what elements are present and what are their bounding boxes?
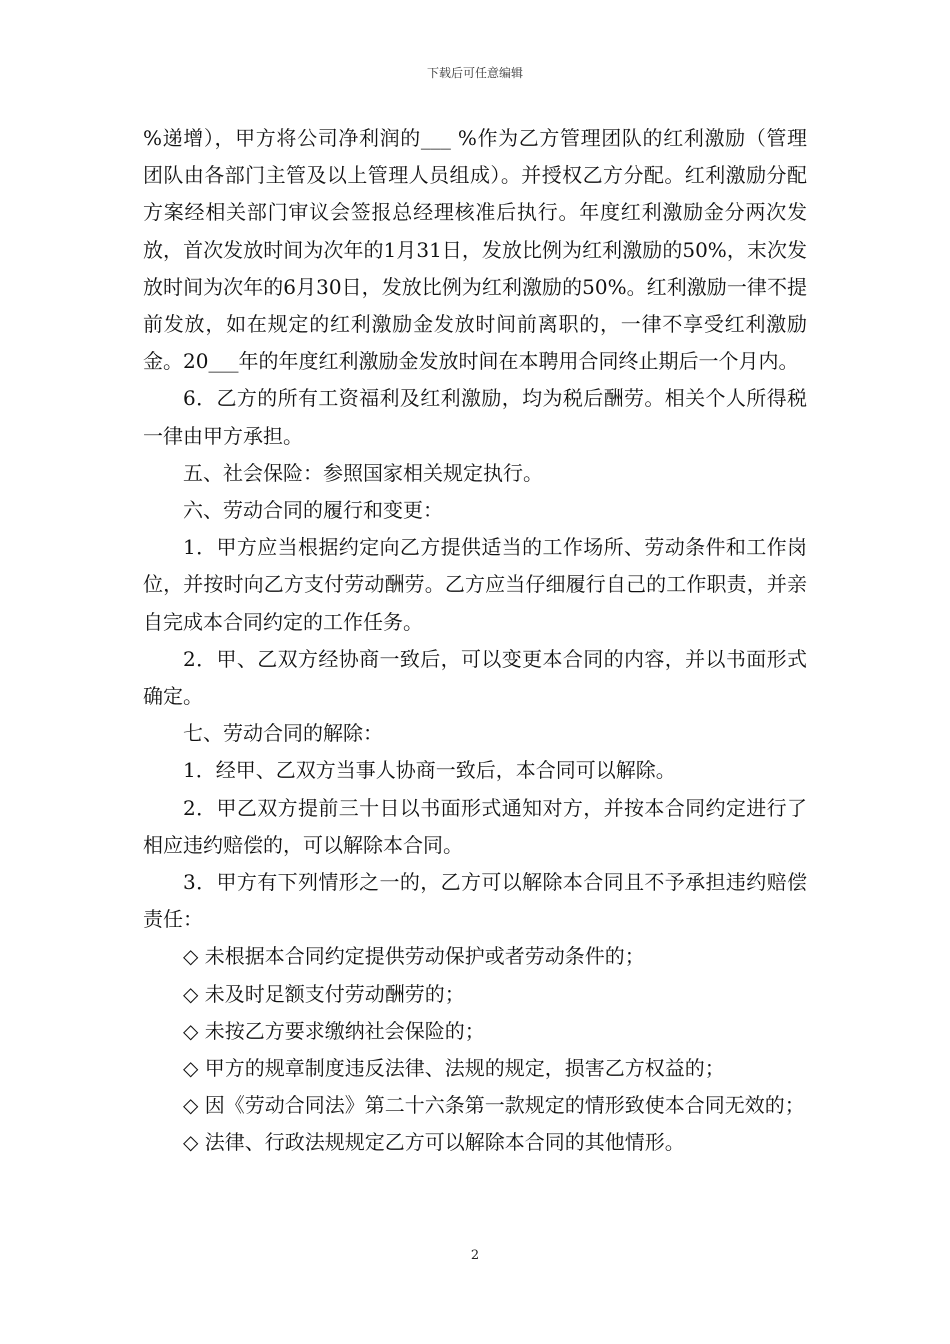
paragraph: 3．甲方有下列情形之一的，乙方可以解除本合同且不予承担违约赔偿责任：	[143, 870, 807, 932]
list-item: ◇ 因《劳动合同法》第二十六条第一款规定的情形致使本合同无效的；	[183, 1093, 805, 1118]
section-heading: 六、劳动合同的履行和变更：	[183, 498, 443, 523]
paragraph: 2．甲乙双方提前三十日以书面形式通知对方，并按本合同约定进行了相应违约赔偿的，可以解除本合同。	[143, 795, 807, 857]
section-heading: 五、社会保险：参照国家相关规定执行。	[183, 460, 543, 485]
list-item: ◇ 未按乙方要求缴纳社会保险的；	[183, 1018, 485, 1043]
list-item: ◇ 法律、行政法规规定乙方可以解除本合同的其他情形。	[183, 1130, 685, 1155]
paragraph: 2．甲、乙双方经协商一致后，可以变更本合同的内容，并以书面形式确定。	[143, 646, 807, 709]
paragraph: 6．乙方的所有工资福利及红利激励，均为税后酬劳。相关个人所得税一律由甲方承担。	[143, 386, 807, 448]
paragraph: 1．经甲、乙双方当事人协商一致后，本合同可以解除。	[183, 758, 676, 783]
document-body	[143, 120, 807, 1162]
section-heading: 七、劳动合同的解除：	[183, 721, 383, 746]
paragraph: 1．甲方应当根据约定向乙方提供适当的工作场所、劳动条件和工作岗位，并按时向乙方支付劳动酬劳。乙方应当仔细履行自己的工作职责，并亲自完成本合同约定的工作任务。	[143, 535, 807, 634]
paragraph: %递增），甲方将公司净利润的___ %作为乙方管理团队的红利激励（管理团队由各部门主管及以上管理人员组成）。并授权乙方分配。红利激励分配方案经相关部门审议会签报总经理核准后执行。年度红利激励金分两次发放，首次发放时间为次年的1月31日，发放比例为红利激励的50%，末次发放时间为次年的6月30日，发放比例为红利激励的50%。红利激励一律不提前发放，如在规定的红利激励金发放时间前离职的，一律不享受红利激励金。20___年的年度红利激励金发放时间在本聘用合同终止期后一个月内。	[143, 126, 807, 374]
page-header: 下载后可任意编辑	[426, 66, 523, 80]
list-item: ◇ 未及时足额支付劳动酬劳的；	[183, 981, 465, 1006]
page-number: 2	[470, 1248, 480, 1263]
list-item: ◇ 未根据本合同约定提供劳动保护或者劳动条件的；	[183, 944, 645, 969]
list-item: ◇ 甲方的规章制度违反法律、法规的规定，损害乙方权益的；	[183, 1056, 725, 1081]
